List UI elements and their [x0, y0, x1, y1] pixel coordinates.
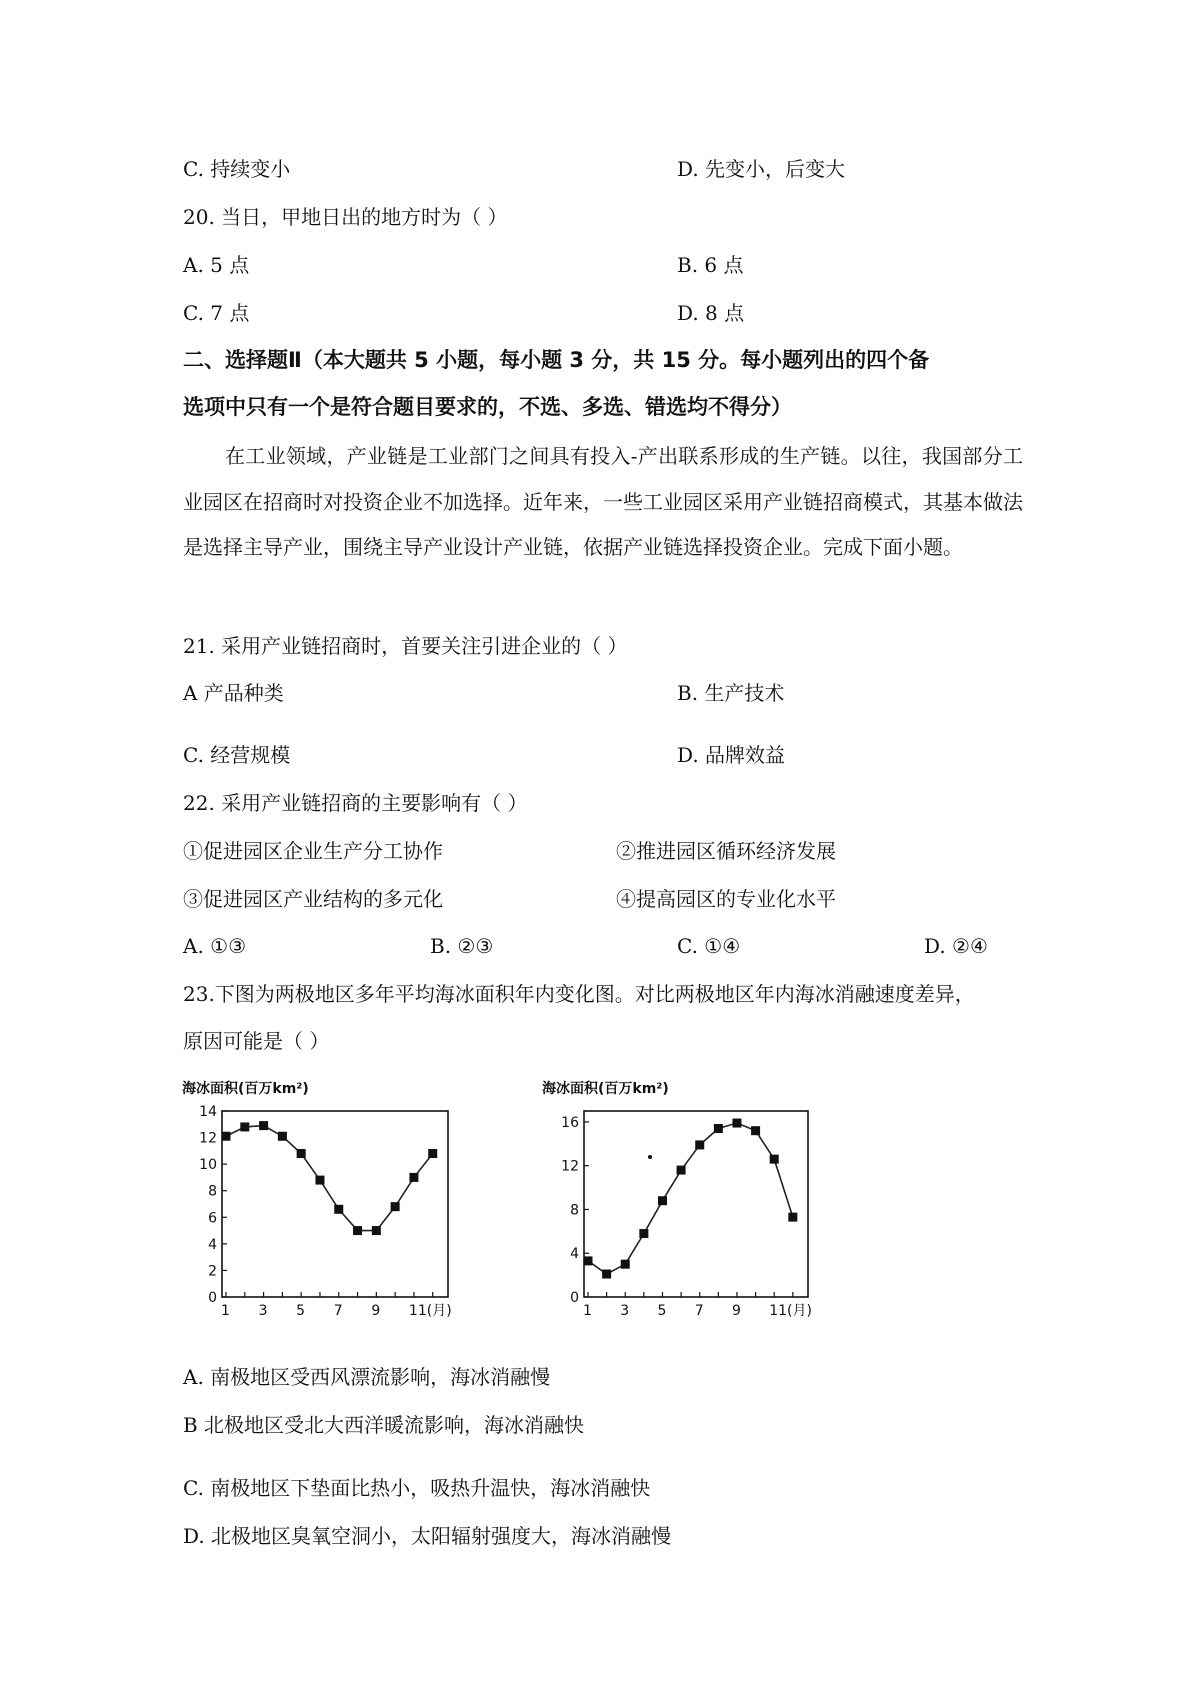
- x-tick-label: 11(月): [408, 1303, 452, 1319]
- data-point: [770, 1155, 779, 1164]
- q20-option-b: B. 6 点: [677, 253, 744, 277]
- y-tick-label: 8: [208, 1183, 217, 1200]
- y-tick-label: 2: [208, 1263, 217, 1280]
- q19-option-c: C. 持续变小: [183, 157, 291, 181]
- q22-statement-1: ①促进园区企业生产分工协作: [183, 839, 443, 863]
- sea-ice-chart-left: [180, 1075, 460, 1335]
- data-point: [751, 1126, 760, 1135]
- data-point: [315, 1176, 324, 1185]
- data-point: [409, 1173, 418, 1182]
- sea-ice-chart-right: [540, 1075, 840, 1335]
- q23-option-a: A. 南极地区受西风漂流影响，海冰消融慢: [183, 1365, 551, 1389]
- data-point: [658, 1196, 667, 1205]
- x-tick-label: 9: [731, 1303, 741, 1319]
- x-tick-label: 5: [657, 1303, 667, 1319]
- q20-stem: 20. 当日，甲地日出的地方时为（ ）: [183, 205, 508, 229]
- data-point: [428, 1149, 437, 1158]
- y-tick-label: 16: [561, 1114, 579, 1131]
- q21-option-b: B. 生产技术: [677, 681, 785, 705]
- y-tick-label: 10: [199, 1157, 217, 1174]
- y-tick-label: 8: [570, 1202, 579, 1219]
- x-tick-label: 1: [583, 1303, 592, 1319]
- data-point: [639, 1229, 648, 1238]
- q21-stem: 21. 采用产业链招商时，首要关注引进企业的（ ）: [183, 634, 628, 658]
- data-point: [372, 1226, 381, 1235]
- y-axis-label: 海冰面积(百万km²): [182, 1081, 309, 1097]
- q23-stem-line2: 原因可能是（ ）: [183, 1029, 330, 1053]
- q22-stem: 22. 采用产业链招商的主要影响有（ ）: [183, 791, 528, 815]
- q20-option-a: A. 5 点: [183, 253, 250, 277]
- y-axis-label: 海冰面积(百万km²): [542, 1081, 669, 1097]
- y-tick-label: 4: [570, 1246, 579, 1263]
- x-tick-label: 3: [258, 1303, 268, 1319]
- data-point: [714, 1124, 723, 1133]
- data-point: [677, 1166, 686, 1175]
- y-tick-label: 14: [199, 1104, 217, 1120]
- series-line: [588, 1123, 793, 1274]
- x-tick-label: 7: [694, 1303, 704, 1319]
- q21-option-c: C. 经营规模: [183, 743, 291, 767]
- x-tick-label: 9: [371, 1303, 381, 1319]
- data-point: [788, 1213, 797, 1222]
- y-tick-label: 12: [199, 1130, 217, 1147]
- q20-option-c: C. 7 点: [183, 301, 250, 325]
- data-point: [240, 1122, 249, 1131]
- data-point: [621, 1260, 630, 1269]
- section-heading-line2: 选项中只有一个是符合题目要求的，不选、多选、错选均不得分）: [183, 395, 792, 419]
- q22-option-c: C. ①④: [677, 934, 741, 958]
- data-point: [334, 1205, 343, 1214]
- data-point: [353, 1226, 362, 1235]
- x-tick-label: 1: [221, 1303, 230, 1319]
- q22-statement-4: ④提高园区的专业化水平: [616, 887, 836, 911]
- x-tick-label: 5: [296, 1303, 306, 1319]
- y-tick-label: 0: [208, 1290, 217, 1306]
- stray-dot: [648, 1155, 652, 1159]
- series-line: [226, 1126, 433, 1231]
- q22-option-b: B. ②③: [430, 934, 494, 958]
- y-tick-label: 6: [208, 1210, 217, 1227]
- q23-option-c: C. 南极地区下垫面比热小，吸热升温快，海冰消融快: [183, 1476, 651, 1500]
- section-heading-line1: 二、选择题Ⅱ（本大题共 5 小题，每小题 3 分，共 15 分。每小题列出的四个备: [183, 348, 930, 372]
- q22-option-a: A. ①③: [183, 934, 247, 958]
- y-tick-label: 4: [208, 1236, 217, 1253]
- data-point: [278, 1132, 287, 1141]
- q21-option-a: A 产品种类: [183, 681, 284, 705]
- data-point: [695, 1140, 704, 1149]
- q22-statement-2: ②推进园区循环经济发展: [616, 839, 836, 863]
- q23-option-b: B 北极地区受北大西洋暖流影响，海冰消融快: [183, 1413, 585, 1437]
- reading-passage: 在工业领域，产业链是工业部门之间具有投入-产出联系形成的生产链。以往，我国部分工业园区在招商时对投资企业不加选择。近年来，一些工业园区采用产业链招商模式，其基本做法是选择主导产业，围绕主导产业设计产业链，依据产业链选择投资企业。完成下面小题。: [183, 444, 1023, 559]
- y-tick-label: 0: [570, 1290, 579, 1306]
- data-point: [584, 1256, 593, 1265]
- y-tick-label: 12: [561, 1158, 579, 1175]
- data-point: [259, 1121, 268, 1130]
- q23-option-d: D. 北极地区臭氧空洞小，太阳辐射强度大，海冰消融慢: [183, 1524, 672, 1548]
- data-point: [732, 1119, 741, 1128]
- q22-option-d: D. ②④: [924, 934, 988, 958]
- data-point: [297, 1149, 306, 1158]
- q23-stem-line1: 23.下图为两极地区多年平均海冰面积年内变化图。对比两极地区年内海冰消融速度差异，: [183, 982, 975, 1006]
- q20-option-d: D. 8 点: [677, 301, 745, 325]
- data-point: [391, 1202, 400, 1211]
- data-point: [602, 1270, 611, 1279]
- x-tick-label: 7: [333, 1303, 343, 1319]
- data-point: [222, 1132, 231, 1141]
- q19-option-d: D. 先变小，后变大: [677, 157, 846, 181]
- q21-option-d: D. 品牌效益: [677, 743, 786, 767]
- q22-statement-3: ③促进园区产业结构的多元化: [183, 887, 443, 911]
- x-tick-label: 11(月): [769, 1303, 812, 1319]
- x-tick-label: 3: [620, 1303, 630, 1319]
